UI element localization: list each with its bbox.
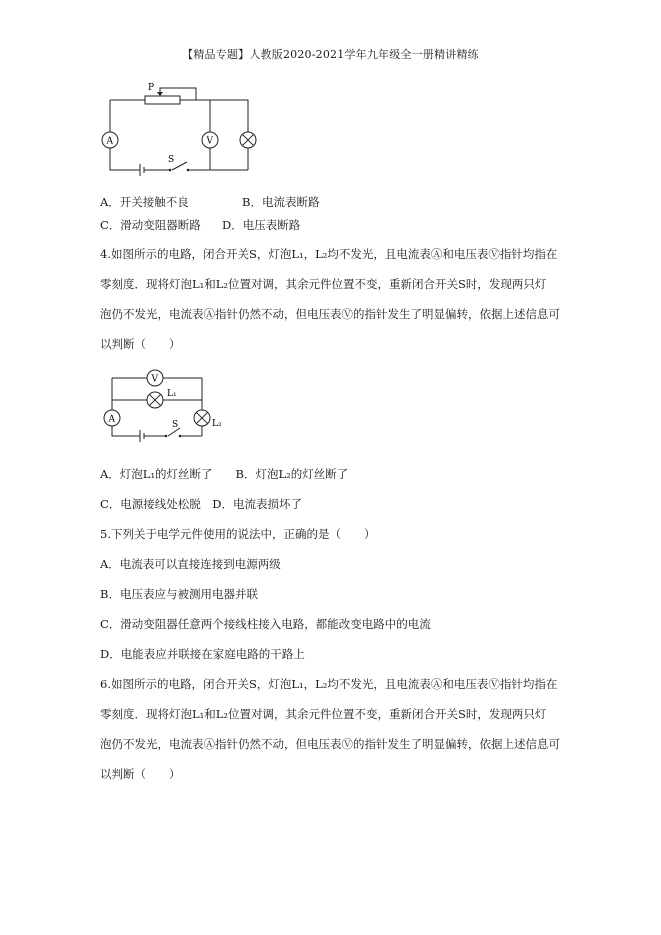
q4-voltmeter-label: V [151,374,158,385]
q6-stem-line-1: 6.如图所示的电路，闭合开关S，灯泡L₁，L₂均不发光，且电流表Ⓐ和电压表Ⓥ指针均指在 [100,677,558,691]
q4-stem-line-3: 泡仍不发光，电流表Ⓐ指针仍然不动，但电压表Ⓥ的指针发生了明显偏转，依据上述信息可 [100,307,560,321]
q3-option-b: B．电流表断路 [242,195,320,209]
q4-stem-line-2: 零刻度．现将灯泡L₁和L₂位置对调，其余元件位置不变，重新闭合开关S时，发现两只灯 [100,277,547,291]
q4-lamp-l2-label: L₂ [212,419,222,429]
q5-option-c: C．滑动变阻器任意两个接线柱接入电路，都能改变电路中的电流 [100,617,431,631]
q5-option-b: B．电压表应与被测用电器并联 [100,587,258,601]
q3-option-c: C．滑动变阻器断路 [100,218,201,232]
q4-options-cd: C．电源接线处松脱 D．电流表损坏了 [100,497,303,511]
q3-option-d: D．电压表断路 [222,218,301,232]
q3-option-a: A．开关接触不良 [100,195,189,209]
q3-label-p: P [148,83,155,93]
q5-stem: 5.下列关于电学元件使用的说法中，正确的是（ ） [100,527,376,541]
q4-stem-line-4: 以判断（ ） [100,337,181,351]
q3-voltmeter-label: V [206,136,213,147]
q6-stem-line-2: 零刻度．现将灯泡L₁和L₂位置对调，其余元件位置不变，重新闭合开关S时，发现两只灯 [100,707,547,721]
q3-circuit-diagram [100,80,265,185]
q3-switch-label: S [168,155,175,165]
q3-ammeter-label: A [106,136,113,147]
q6-stem-line-3: 泡仍不发光，电流表Ⓐ指针仍然不动，但电压表Ⓥ的指针发生了明显偏转，依据上述信息可 [100,737,560,751]
q4-stem-line-1: 4.如图所示的电路，闭合开关S，灯泡L₁，L₂均不发光，且电流表Ⓐ和电压表Ⓥ指针均指在 [100,247,558,261]
q6-stem-line-4: 以判断（ ） [100,767,181,781]
q4-options-ab: A．灯泡L₁的灯丝断了 B．灯泡L₂的灯丝断了 [100,467,349,481]
q5-option-a: A．电流表可以直接连接到电源两级 [100,557,281,571]
page-header: 【精品专题】人教版2020-2021学年九年级全一册精讲精练 [182,48,479,61]
q4-ammeter-label: A [108,414,115,425]
q5-option-d: D．电能表应并联接在家庭电路的干路上 [100,647,305,661]
q4-circuit-diagram [100,366,235,444]
q4-lamp-l1-label: L₁ [167,389,177,399]
q4-switch-label: S [172,420,179,430]
